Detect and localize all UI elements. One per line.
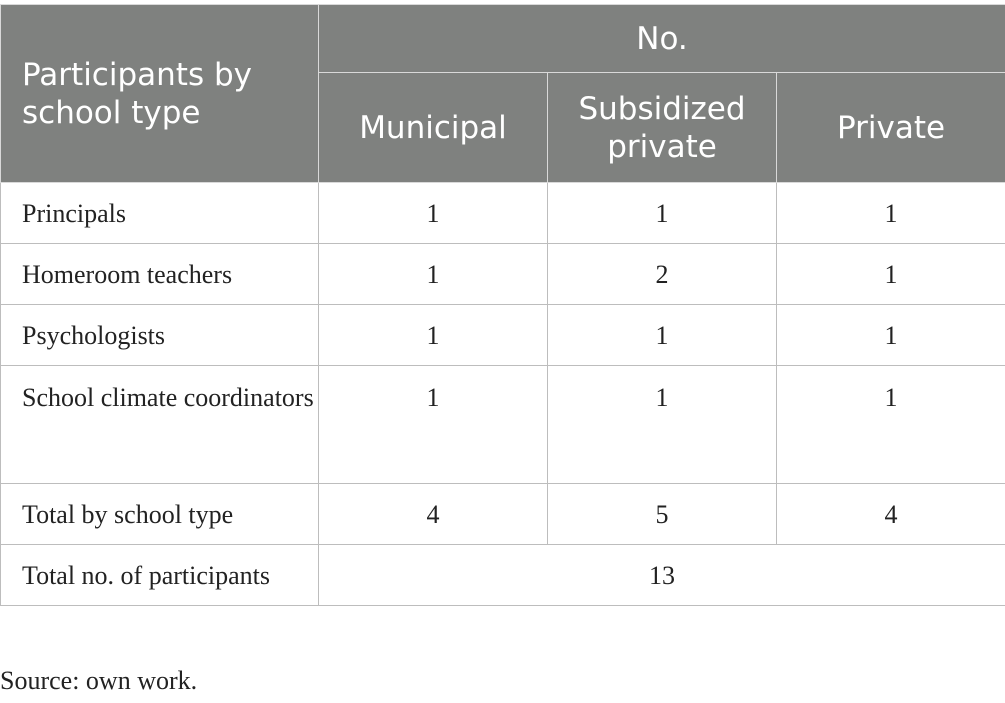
cell-private: 1: [777, 366, 1005, 484]
table-header-row-group: [1, 5, 1005, 73]
row-label: School climate coordinators: [1, 366, 319, 484]
cell-private: 1: [777, 305, 1005, 366]
row-label: Principals: [1, 183, 319, 244]
corner-header: Participants by school type: [1, 5, 319, 183]
cell-subsidized-private: 5: [548, 484, 777, 545]
group-header-no: No.: [319, 5, 1005, 73]
cell-private: 1: [777, 183, 1005, 244]
cell-subsidized-private: 1: [548, 183, 777, 244]
row-label: Psychologists: [1, 305, 319, 366]
cell-total-participants: 13: [319, 545, 1005, 606]
cell-subsidized-private: 1: [548, 366, 777, 484]
column-header-subsidized-private: [548, 73, 777, 183]
cell-subsidized-private: 2: [548, 244, 777, 305]
column-header-private: [777, 73, 1005, 183]
cell-private: 4: [777, 484, 1005, 545]
row-label: Total no. of participants: [1, 545, 319, 606]
cell-private: 1: [777, 244, 1005, 305]
table-row: [1, 244, 1005, 305]
cell-municipal: 1: [319, 183, 548, 244]
column-header-label: Subsidized private: [578, 90, 746, 165]
cell-municipal: 4: [319, 484, 548, 545]
table-row: [1, 183, 1005, 244]
column-header-label: Municipal: [359, 109, 507, 146]
cell-municipal: 1: [319, 366, 548, 484]
cell-municipal: 1: [319, 305, 548, 366]
row-label: Total by school type: [1, 484, 319, 545]
cell-subsidized-private: 1: [548, 305, 777, 366]
table-row: [1, 366, 1005, 484]
source-note: Source: own work.: [0, 666, 198, 695]
table-row: [1, 305, 1005, 366]
column-header-label: Private: [836, 109, 946, 146]
participants-table: [0, 4, 1005, 606]
cell-municipal: 1: [319, 244, 548, 305]
table-row-total: [1, 545, 1005, 606]
column-header-municipal: [319, 73, 548, 183]
table-row: [1, 484, 1005, 545]
row-label: Homeroom teachers: [1, 244, 319, 305]
